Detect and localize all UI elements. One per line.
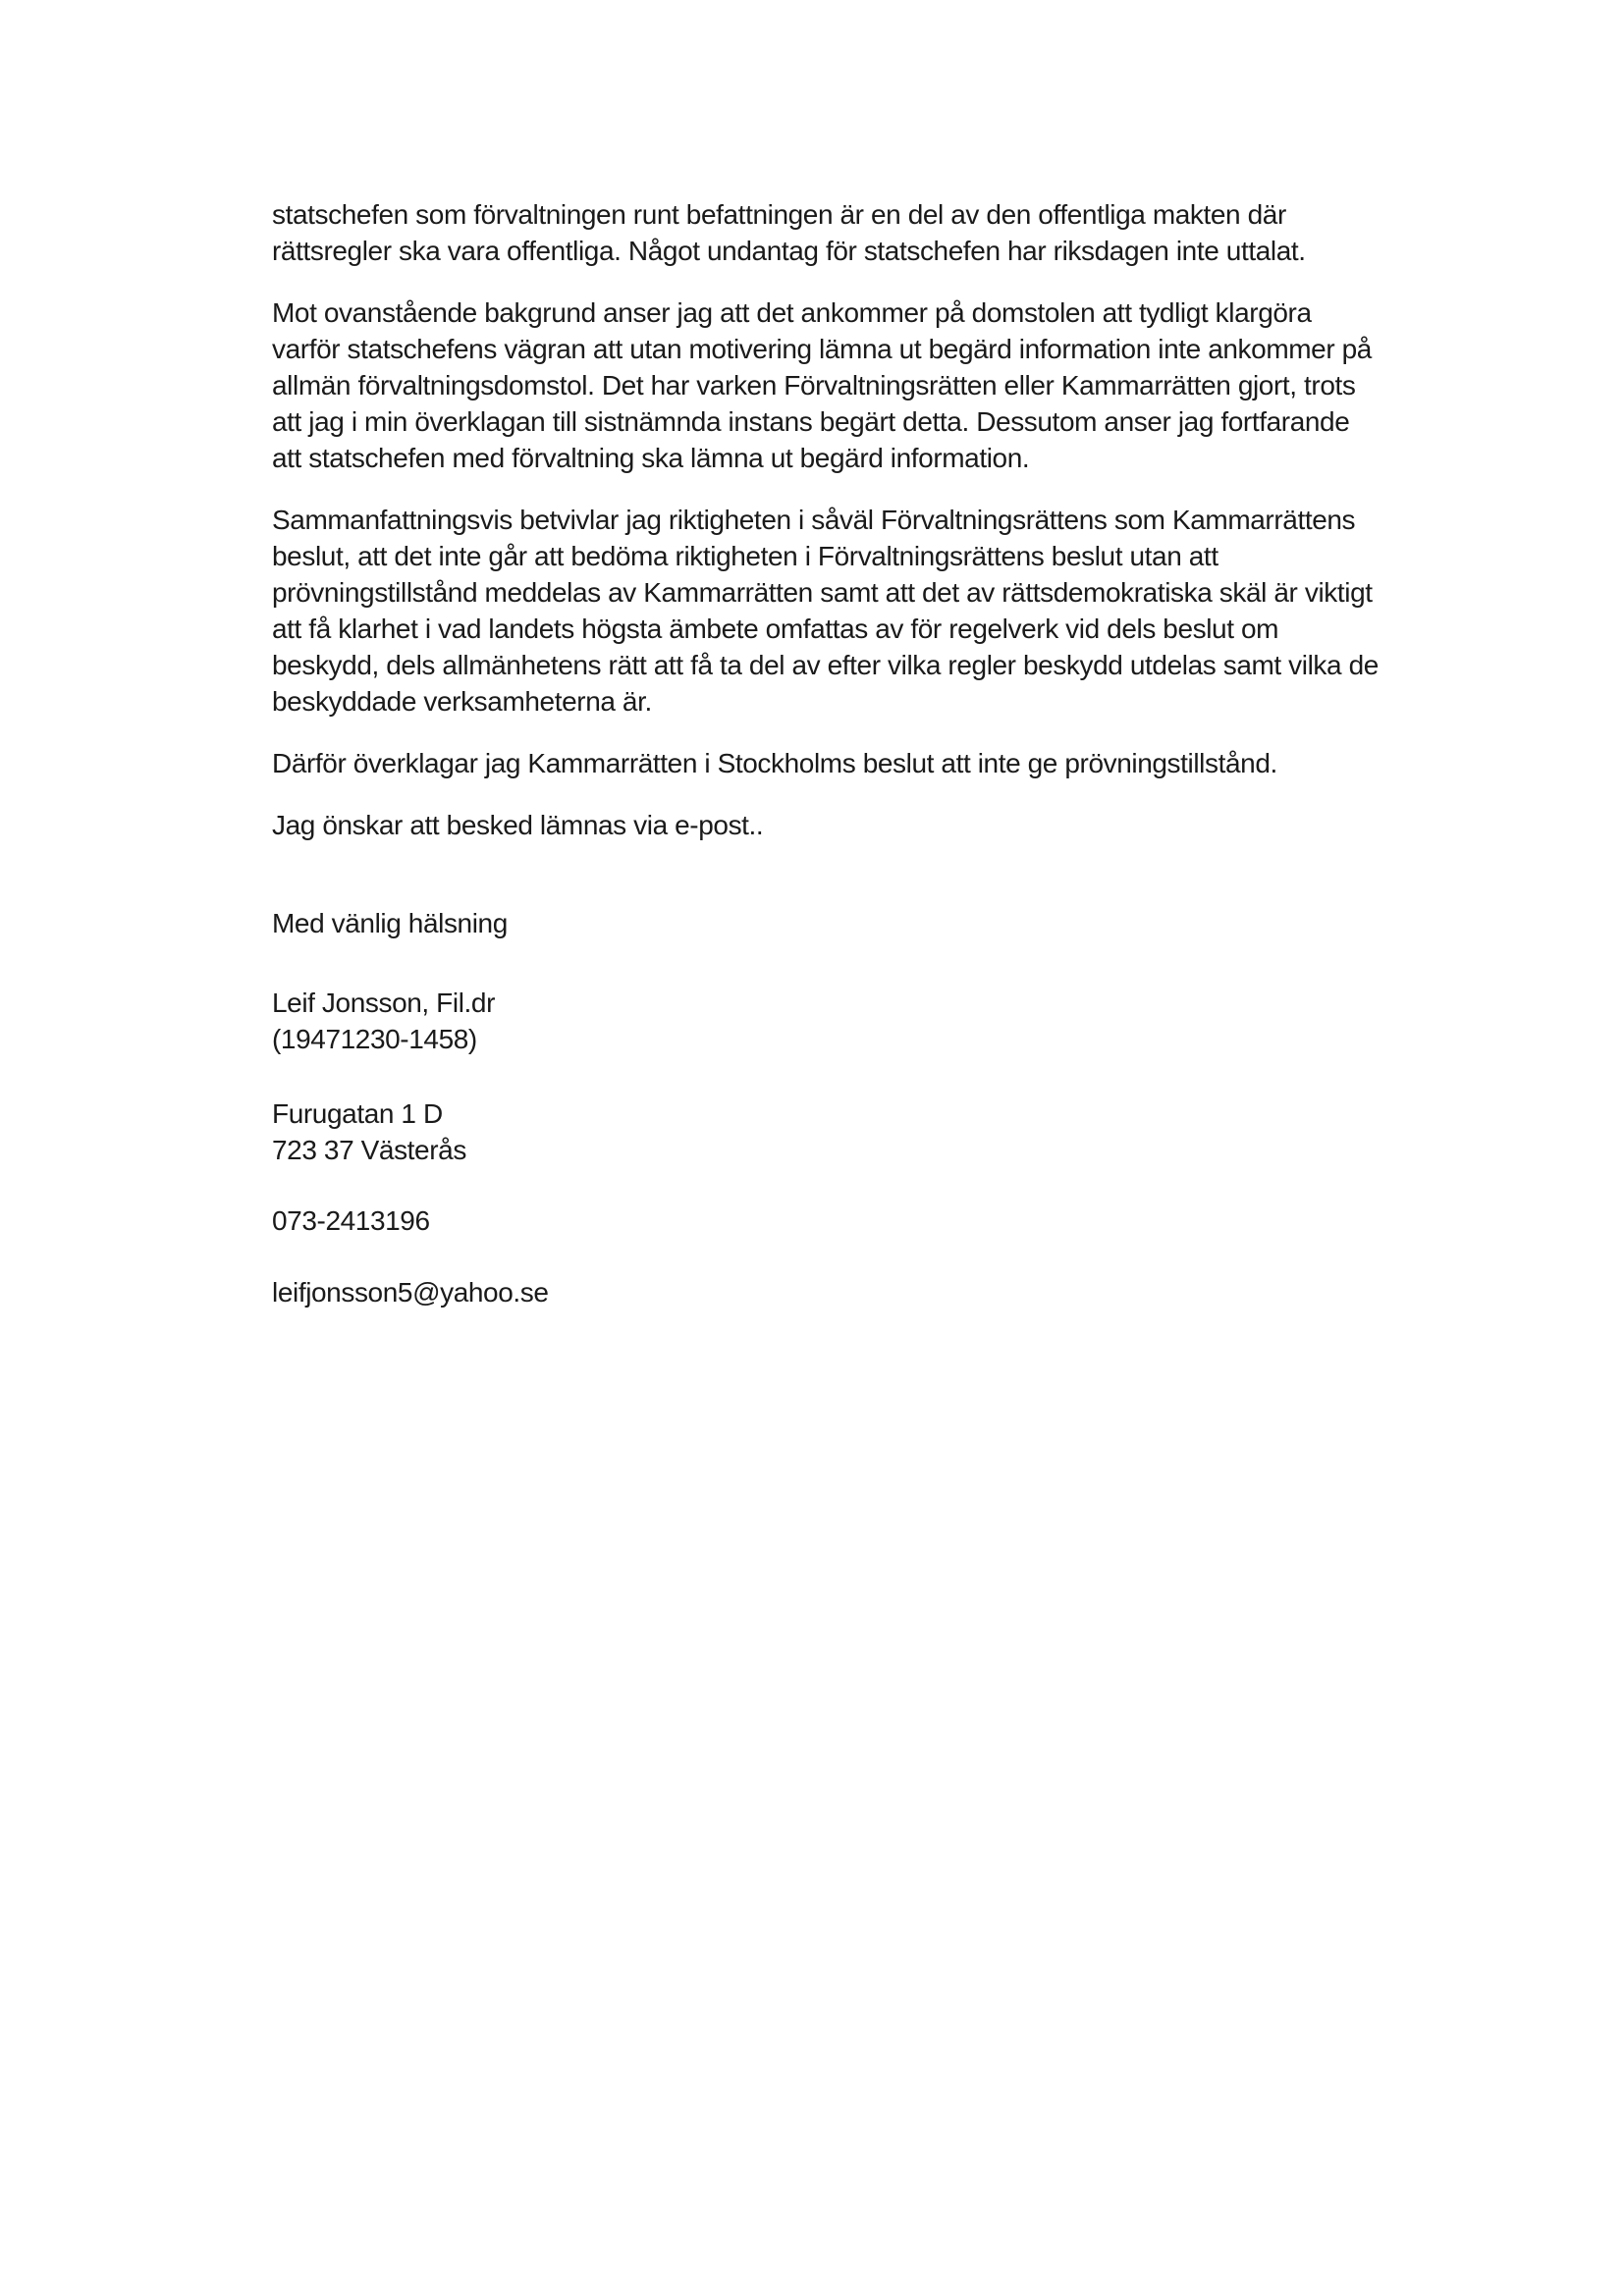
paragraph xyxy=(272,196,1460,269)
text-line: Jag önskar att besked lämnas via e-post.. xyxy=(272,810,764,840)
text-line: att få klarhet i vad landets högsta ämbete omfattas av för regelverk vid dels beslut om xyxy=(272,614,1279,644)
text-line: beskydd, dels allmänhetens rätt att få ta del av efter vilka regler beskydd utdelas samt vilka de xyxy=(272,650,1379,680)
text-line: Sammanfattningsvis betvivlar jag riktigheten i såväl Förvaltningsrättens som Kammarrättens xyxy=(272,505,1356,535)
closing-line: Med vänlig hälsning xyxy=(272,908,508,938)
signature-name: Leif Jonsson, Fil.dr xyxy=(272,988,495,1018)
signature-email xyxy=(272,1274,1460,1310)
phone-number: 073-2413196 xyxy=(272,1205,430,1236)
signature-phone xyxy=(272,1202,1460,1239)
text-line: allmän förvaltningsdomstol. Det har varken Förvaltningsrätten eller Kammarrätten gjort, trots xyxy=(272,370,1356,400)
text-line: beslut, att det inte går att bedöma riktigheten i Förvaltningsrättens beslut utan att xyxy=(272,541,1218,571)
paragraph xyxy=(272,294,1460,476)
text-line: statschefen som förvaltningen runt befattningen är en del av den offentliga makten där xyxy=(272,199,1286,230)
text-line: rättsregler ska vara offentliga. Något undantag för statschefen har riksdagen inte uttalat. xyxy=(272,236,1306,266)
text-line: att jag i min överklagan till sistnämnda instans begärt detta. Dessutom anser jag fortfarande xyxy=(272,406,1350,437)
signature-address xyxy=(272,1095,1460,1168)
email-address: leifjonsson5@yahoo.se xyxy=(272,1277,549,1308)
signature-personal-number: (19471230-1458) xyxy=(272,1024,477,1054)
paragraph xyxy=(272,745,1460,781)
paragraph xyxy=(272,807,1460,843)
text-line: varför statschefens vägran att utan motivering lämna ut begärd information inte ankommer på xyxy=(272,334,1372,364)
address-city: 723 37 Västerås xyxy=(272,1135,466,1165)
text-line: beskyddade verksamheterna är. xyxy=(272,686,652,717)
text-line: att statschefen med förvaltning ska lämna ut begärd information. xyxy=(272,443,1030,473)
text-line: Därför överklagar jag Kammarrätten i Stockholms beslut att inte ge prövningstillstånd. xyxy=(272,748,1277,778)
text-line: prövningstillstånd meddelas av Kammarrätten samt att det av rättsdemokratiska skäl är viktigt xyxy=(272,577,1373,608)
signature-identity xyxy=(272,985,1460,1057)
letter-body xyxy=(272,196,1460,1310)
closing xyxy=(272,905,1460,941)
paragraph xyxy=(272,502,1460,720)
address-street: Furugatan 1 D xyxy=(272,1098,443,1129)
text-line: Mot ovanstående bakgrund anser jag att det ankommer på domstolen att tydligt klargöra xyxy=(272,297,1312,328)
